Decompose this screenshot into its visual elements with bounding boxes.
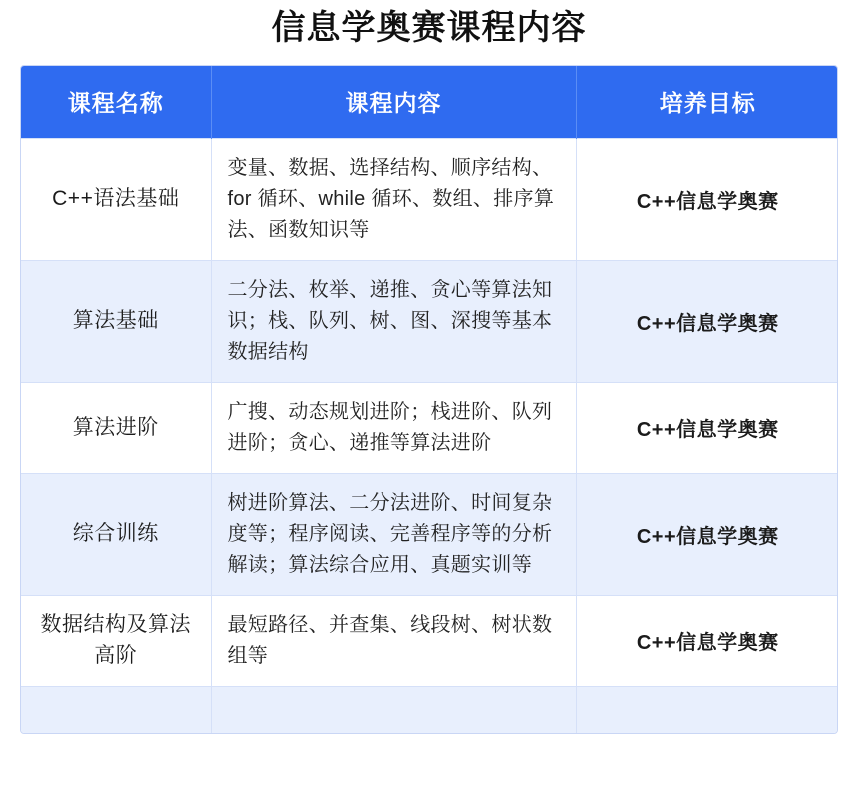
table-row-truncated — [21, 686, 838, 733]
column-header-course-name: 课程名称 — [21, 66, 211, 139]
course-content: 广搜、动态规划进阶；栈进阶、队列进阶；贪心、递推等算法进阶 — [211, 382, 576, 473]
table-row — [21, 260, 838, 382]
course-content: 变量、数据、选择结构、顺序结构、for 循环、while 循环、数组、排序算法、函数知识等 — [211, 138, 576, 260]
column-header-training-goal: 培养目标 — [576, 66, 838, 139]
table-row — [21, 138, 838, 260]
training-goal: C++信息学奥赛 — [576, 138, 838, 260]
page-title: 信息学奥赛课程内容 — [271, 9, 587, 47]
training-goal: C++信息学奥赛 — [576, 382, 838, 473]
course-content — [211, 686, 576, 733]
table-header-row — [21, 66, 838, 139]
course-table-container — [20, 65, 838, 734]
course-content: 最短路径、并查集、线段树、树状数组等 — [211, 595, 576, 686]
table-row — [21, 595, 838, 686]
table-body — [21, 138, 838, 733]
course-content: 树进阶算法、二分法进阶、时间复杂度等；程序阅读、完善程序等的分析解读；算法综合应用、真题实训等 — [211, 473, 576, 595]
course-table — [21, 66, 838, 733]
course-content: 二分法、枚举、递推、贪心等算法知识；栈、队列、树、图、深搜等基本数据结构 — [211, 260, 576, 382]
course-name: 算法基础 — [21, 260, 211, 382]
training-goal: C++信息学奥赛 — [576, 595, 838, 686]
column-header-course-content: 课程内容 — [211, 66, 576, 139]
table-row — [21, 382, 838, 473]
course-name: 算法进阶 — [21, 382, 211, 473]
training-goal: C++信息学奥赛 — [576, 260, 838, 382]
course-name: 综合训练 — [21, 473, 211, 595]
course-name — [21, 686, 211, 733]
training-goal: C++信息学奥赛 — [576, 473, 838, 595]
table-header — [21, 66, 838, 139]
training-goal — [576, 686, 838, 733]
table-row — [21, 473, 838, 595]
course-name: C++语法基础 — [21, 138, 211, 260]
course-name: 数据结构及算法高阶 — [21, 595, 211, 686]
